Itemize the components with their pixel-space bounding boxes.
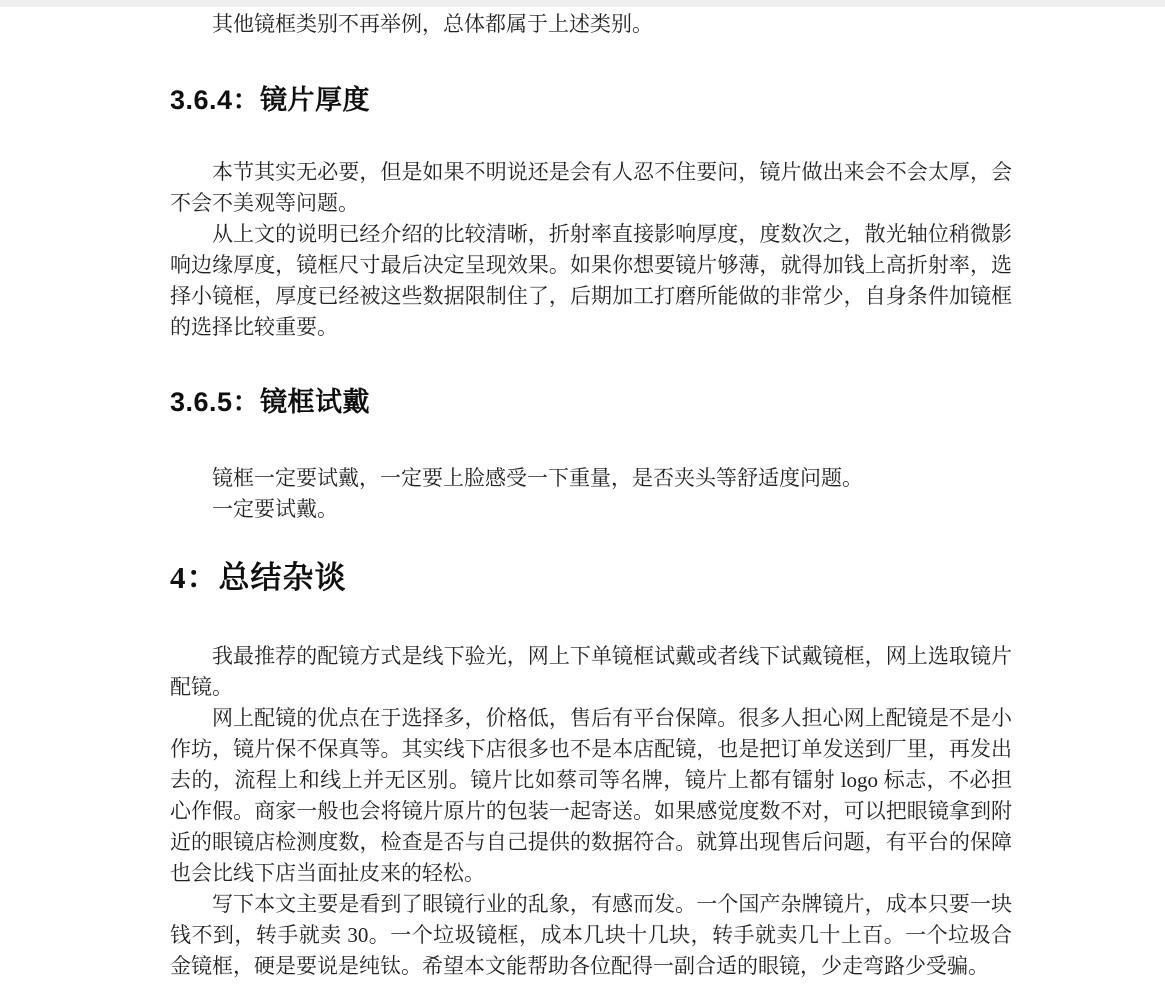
section-heading-summary: 4：总结杂谈 xyxy=(170,560,347,595)
paragraph-summary-2: 网上配镜的优点在于选择多，价格低，售后有平台保障。很多人担心网上配镜是不是小作坊，镜片保不保真等。其实线下店很多也不是本店配镜，也是把订单发送到厂里，再发出去的，流程上和线上并无区别。镜片比如蔡司等名牌，镜片上都有镭射 logo 标志，不必担心作假。商家一般也会将镜片原片的包装一起寄送。如果感觉度数不对，可以把眼镜拿到附近的眼镜店检测度数，检查是否与自己提供的数据符合。就算出现售后问题，有平台的保障也会比线下店当面扯皮来的轻松。 xyxy=(170,706,1012,885)
section-heading-lens-thickness: 3.6.4：镜片厚度 xyxy=(170,85,371,115)
page-top-border xyxy=(0,0,1165,7)
paragraph-lens-thickness-1: 本节其实无必要，但是如果不明说还是会有人忍不住要问，镜片做出来会不会太厚，会不会不美观等问题。 xyxy=(170,160,1012,215)
paragraph-frame-tryon-1: 镜框一定要试戴，一定要上脸感受一下重量，是否夹头等舒适度问题。 xyxy=(212,466,863,490)
paragraph-leading: 其他镜框类别不再举例，总体都属于上述类别。 xyxy=(212,12,653,36)
section-heading-frame-tryon: 3.6.5：镜框试戴 xyxy=(170,387,371,417)
paragraph-frame-tryon-2: 一定要试戴。 xyxy=(212,497,338,521)
document-page xyxy=(170,9,1012,982)
paragraph-summary-3: 写下本文主要是看到了眼镜行业的乱象，有感而发。一个国产杂牌镜片，成本只要一块钱不到，转手就卖 30。一个垃圾镜框，成本几块十几块，转手就卖几十上百。一个垃圾合金镜框，硬是要说是纯钛。希望本文能帮助各位配得一副合适的眼镜，少走弯路少受骗。 xyxy=(170,892,1012,978)
paragraph-lens-thickness-2: 从上文的说明已经介绍的比较清晰，折射率直接影响厚度，度数次之，散光轴位稍微影响边缘厚度，镜框尺寸最后决定呈现效果。如果你想要镜片够薄，就得加钱上高折射率，选择小镜框，厚度已经被这些数据限制住了，后期加工打磨所能做的非常少，自身条件加镜框的选择比较重要。 xyxy=(170,222,1012,339)
paragraph-summary-1: 我最推荐的配镜方式是线下验光，网上下单镜框试戴或者线下试戴镜框，网上选取镜片配镜。 xyxy=(170,644,1012,699)
